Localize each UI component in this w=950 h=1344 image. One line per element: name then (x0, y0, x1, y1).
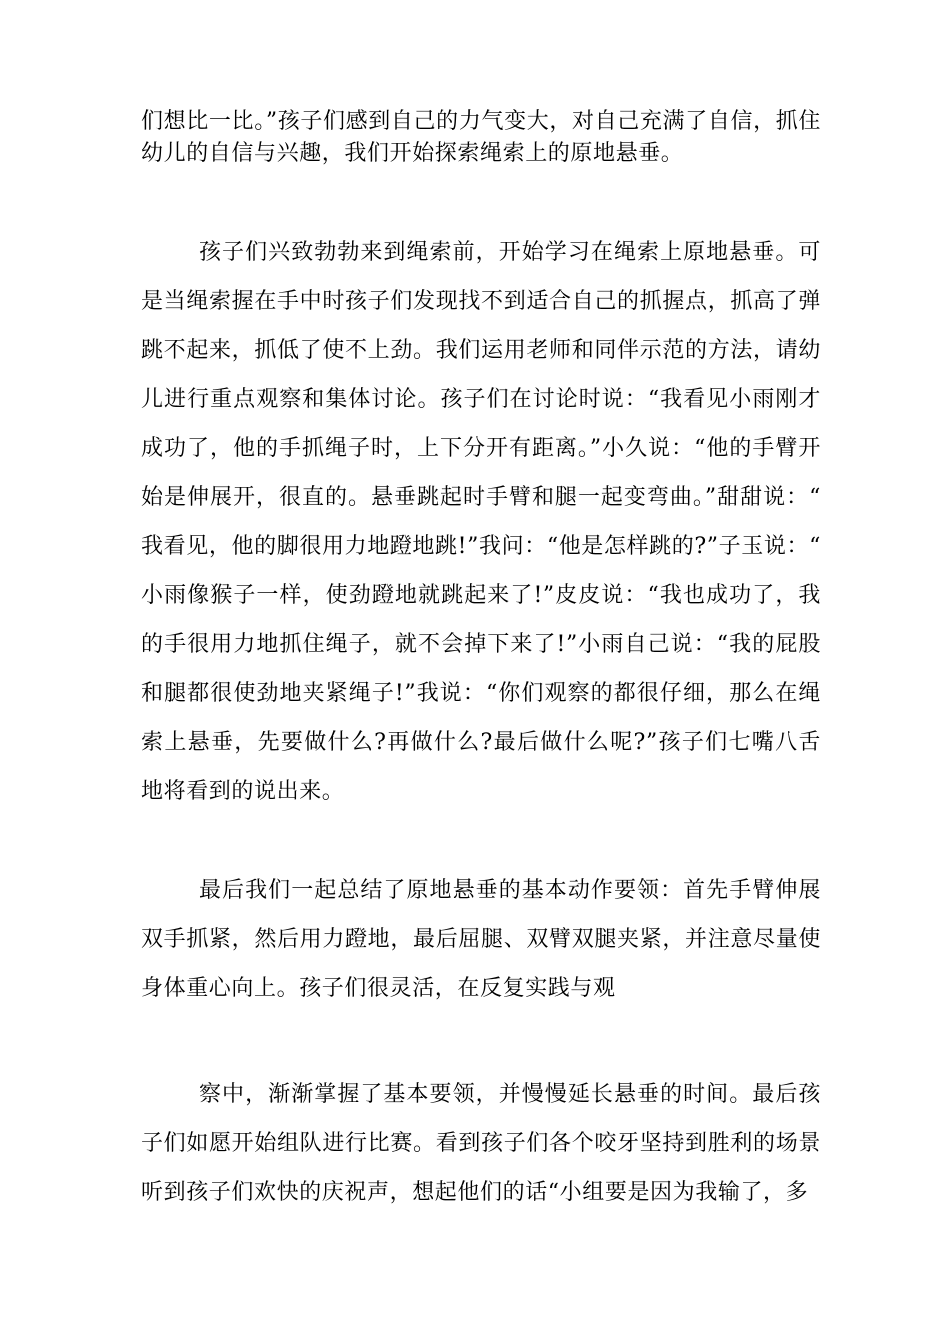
paragraph-continuation: 们想比一比。”孩子们感到自己的力气变大，对自己充满了自信，抓住幼儿的自信与兴趣，我们开始探索绳索上的原地悬垂。 (141, 109, 821, 166)
paragraph-summary: 最后我们一起总结了原地悬垂的基本动作要领：首先手臂伸展双手抓紧，然后用力蹬地，最后屈腿、双臂双腿夹紧，并注意尽量使身体重心向上。孩子们很灵活，在反复实践与观 (141, 878, 821, 1001)
paragraph-rope-hanging-learning: 孩子们兴致勃勃来到绳索前，开始学习在绳索上原地悬垂。可是当绳索握在手中时孩子们发现找不到适合自己的抓握点，抓高了弹跳不起来，抓低了使不上劲。我们运用老师和同伴示范的方法，请幼儿进行重点观察和集体讨论。孩子们在讨论时说：“我看见小雨刚才成功了，他的手抓绳子时，上下分开有距离。”小久说：“他的手臂开始是伸展开，很直的。悬垂跳起时手臂和腿一起变弯曲。”甜甜说：“我看见，他的脚很用力地蹬地跳!”我问：“他是怎样跳的?”子玉说：“小雨像猴子一样，使劲蹬地就跳起来了!”皮皮说：“我也成功了，我的手很用力地抓住绳子，就不会掉下来了!”小雨自己说：“我的屁股和腿都很使劲地夹紧绳子!”我说：“你们观察的都很仔细，那么在绳索上悬垂，先要做什么?再做什么?最后做什么呢?”孩子们七嘴八舌地将看到的说出来。 (141, 240, 821, 804)
paragraph-competition: 察中，渐渐掌握了基本要领，并慢慢延长悬垂的时间。最后孩子们如愿开始组队进行比赛。看到孩子们各个咬牙坚持到胜利的场景听到孩子们欢快的庆祝声，想起他们的话“小组要是因为我输了，多 (141, 1082, 821, 1205)
